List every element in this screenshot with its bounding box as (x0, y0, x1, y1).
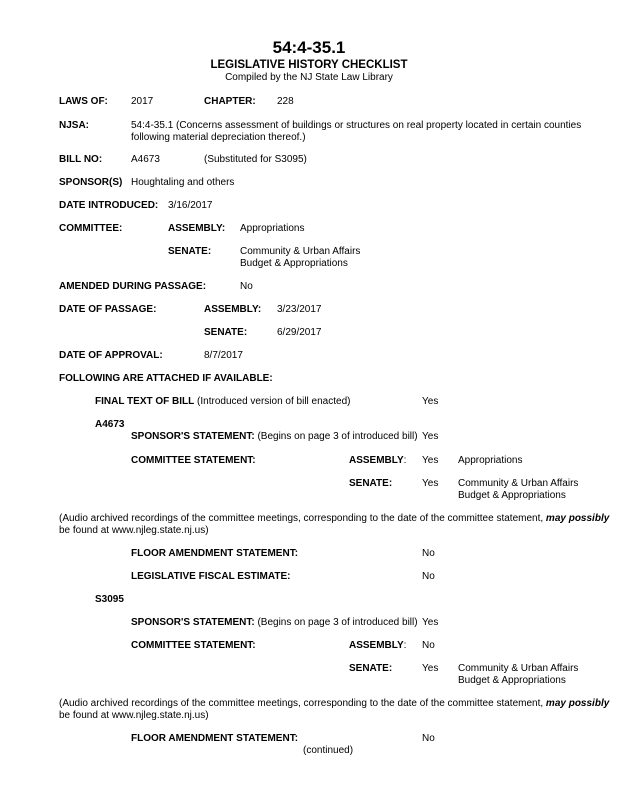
a4673-senate-value: Yes (422, 478, 439, 489)
chapter-label: CHAPTER: (204, 96, 256, 107)
s3095-audio-note-line-2: be found at www.njleg.state.nj.us) (59, 710, 209, 721)
a4673-assembly-committee: Appropriations (458, 455, 523, 466)
a4673-audio-note-line-2: be found at www.njleg.state.nj.us) (59, 525, 209, 536)
sponsors-value: Houghtaling and others (131, 177, 235, 188)
laws-of-value: 2017 (131, 96, 154, 107)
date-introduced-label: DATE INTRODUCED: (59, 200, 159, 211)
date-of-approval-value: 8/7/2017 (204, 350, 243, 361)
a4673-senate-label: SENATE: (349, 478, 393, 489)
s3095-assembly-label: ASSEMBLY (349, 640, 404, 651)
bill-no-label: BILL NO: (59, 154, 103, 165)
a4673-floor-label: FLOOR AMENDMENT STATEMENT: (131, 548, 299, 559)
sponsors-label: SPONSOR(S) (59, 177, 123, 188)
njsa-line-1: 54:4-35.1 (Concerns assessment of buildings or structures on real property located in certain counties (131, 120, 582, 131)
passage-assembly-label: ASSEMBLY: (204, 304, 262, 315)
a4673-sponsor-note: (Begins on page 3 of introduced bill) (254, 431, 418, 442)
statute-number: 54:4-35.1 (272, 38, 346, 57)
s3095-senate-committee-2: Budget & Appropriations (458, 675, 566, 686)
committee-assembly-label: ASSEMBLY: (168, 223, 226, 234)
njsa-label: NJSA: (59, 120, 90, 131)
s3095-sponsor-note: (Begins on page 3 of introduced bill) (254, 617, 418, 628)
passage-assembly-value: 3/23/2017 (277, 304, 322, 315)
committee-senate-value-1: Community & Urban Affairs (240, 246, 361, 257)
s3095-floor-label: FLOOR AMENDMENT STATEMENT: (131, 733, 299, 744)
a4673-sponsor-value: Yes (422, 431, 439, 442)
committee-senate-value-2: Budget & Appropriations (240, 258, 348, 269)
a4673-senate-committee-2: Budget & Appropriations (458, 490, 566, 501)
continued-note: (continued) (303, 745, 354, 756)
a4673-sponsor-label: SPONSOR'S STATEMENT: (131, 431, 255, 442)
a4673-heading: A4673 (95, 419, 125, 430)
compiled-by: Compiled by the NJ State Law Library (225, 72, 393, 83)
amended-value: No (240, 281, 253, 292)
a4673-audio-note-line-1 (59, 513, 609, 525)
s3095-committee-label: COMMITTEE STATEMENT: (131, 640, 256, 651)
s3095-assembly-row (349, 640, 406, 652)
a4673-assembly-row (349, 455, 406, 467)
a4673-senate-committee-1: Community & Urban Affairs (458, 478, 579, 489)
a4673-fiscal-value: No (422, 571, 435, 582)
committee-label: COMMITTEE: (59, 223, 123, 234)
s3095-senate-value: Yes (422, 663, 439, 674)
a4673-assembly-value: Yes (422, 455, 439, 466)
s3095-sponsor-label: SPONSOR'S STATEMENT: (131, 617, 255, 628)
s3095-senate-committee-1: Community & Urban Affairs (458, 663, 579, 674)
a4673-assembly-label: ASSEMBLY (349, 455, 404, 466)
s3095-sponsor-row (131, 617, 418, 629)
committee-senate-label: SENATE: (168, 246, 212, 257)
a4673-audio-note-emphasis: may possibly (545, 513, 610, 524)
final-text-note: (Introduced version of bill enacted) (194, 396, 351, 407)
date-of-approval-label: DATE OF APPROVAL: (59, 350, 163, 361)
s3095-senate-label: SENATE: (349, 663, 393, 674)
a4673-audio-note-text: (Audio archived recordings of the committee meetings, corresponding to the date of the committee statement, (59, 513, 546, 524)
a4673-committee-label: COMMITTEE STATEMENT: (131, 455, 256, 466)
date-introduced-value: 3/16/2017 (168, 200, 213, 211)
a4673-assembly-colon: : (403, 455, 407, 466)
attached-heading: FOLLOWING ARE ATTACHED IF AVAILABLE: (59, 373, 273, 384)
a4673-sponsor-row (131, 431, 418, 443)
passage-senate-value: 6/29/2017 (277, 327, 322, 338)
s3095-audio-note-line-1 (59, 698, 609, 710)
passage-senate-label: SENATE: (204, 327, 248, 338)
committee-assembly-value: Appropriations (240, 223, 305, 234)
date-of-passage-label: DATE OF PASSAGE: (59, 304, 157, 315)
s3095-audio-note-emphasis: may possibly (545, 698, 610, 709)
s3095-heading: S3095 (95, 594, 124, 605)
document-title: LEGISLATIVE HISTORY CHECKLIST (210, 59, 408, 71)
laws-of-label: LAWS OF: (59, 96, 108, 107)
s3095-audio-note-text: (Audio archived recordings of the committee meetings, corresponding to the date of the committee statement, (59, 698, 546, 709)
final-text-row (95, 396, 350, 408)
s3095-assembly-colon: : (403, 640, 407, 651)
bill-no-value: A4673 (131, 154, 160, 165)
njsa-line-2: following material depreciation thereof.) (131, 132, 306, 143)
bill-substituted-note: (Substituted for S3095) (204, 154, 307, 165)
a4673-fiscal-label: LEGISLATIVE FISCAL ESTIMATE: (131, 571, 291, 582)
s3095-sponsor-value: Yes (422, 617, 439, 628)
amended-label: AMENDED DURING PASSAGE: (59, 281, 207, 292)
final-text-value: Yes (422, 396, 439, 407)
final-text-label: FINAL TEXT OF BILL (95, 396, 195, 407)
chapter-value: 228 (277, 96, 294, 107)
s3095-assembly-value: No (422, 640, 435, 651)
a4673-floor-value: No (422, 548, 435, 559)
s3095-floor-value: No (422, 733, 435, 744)
